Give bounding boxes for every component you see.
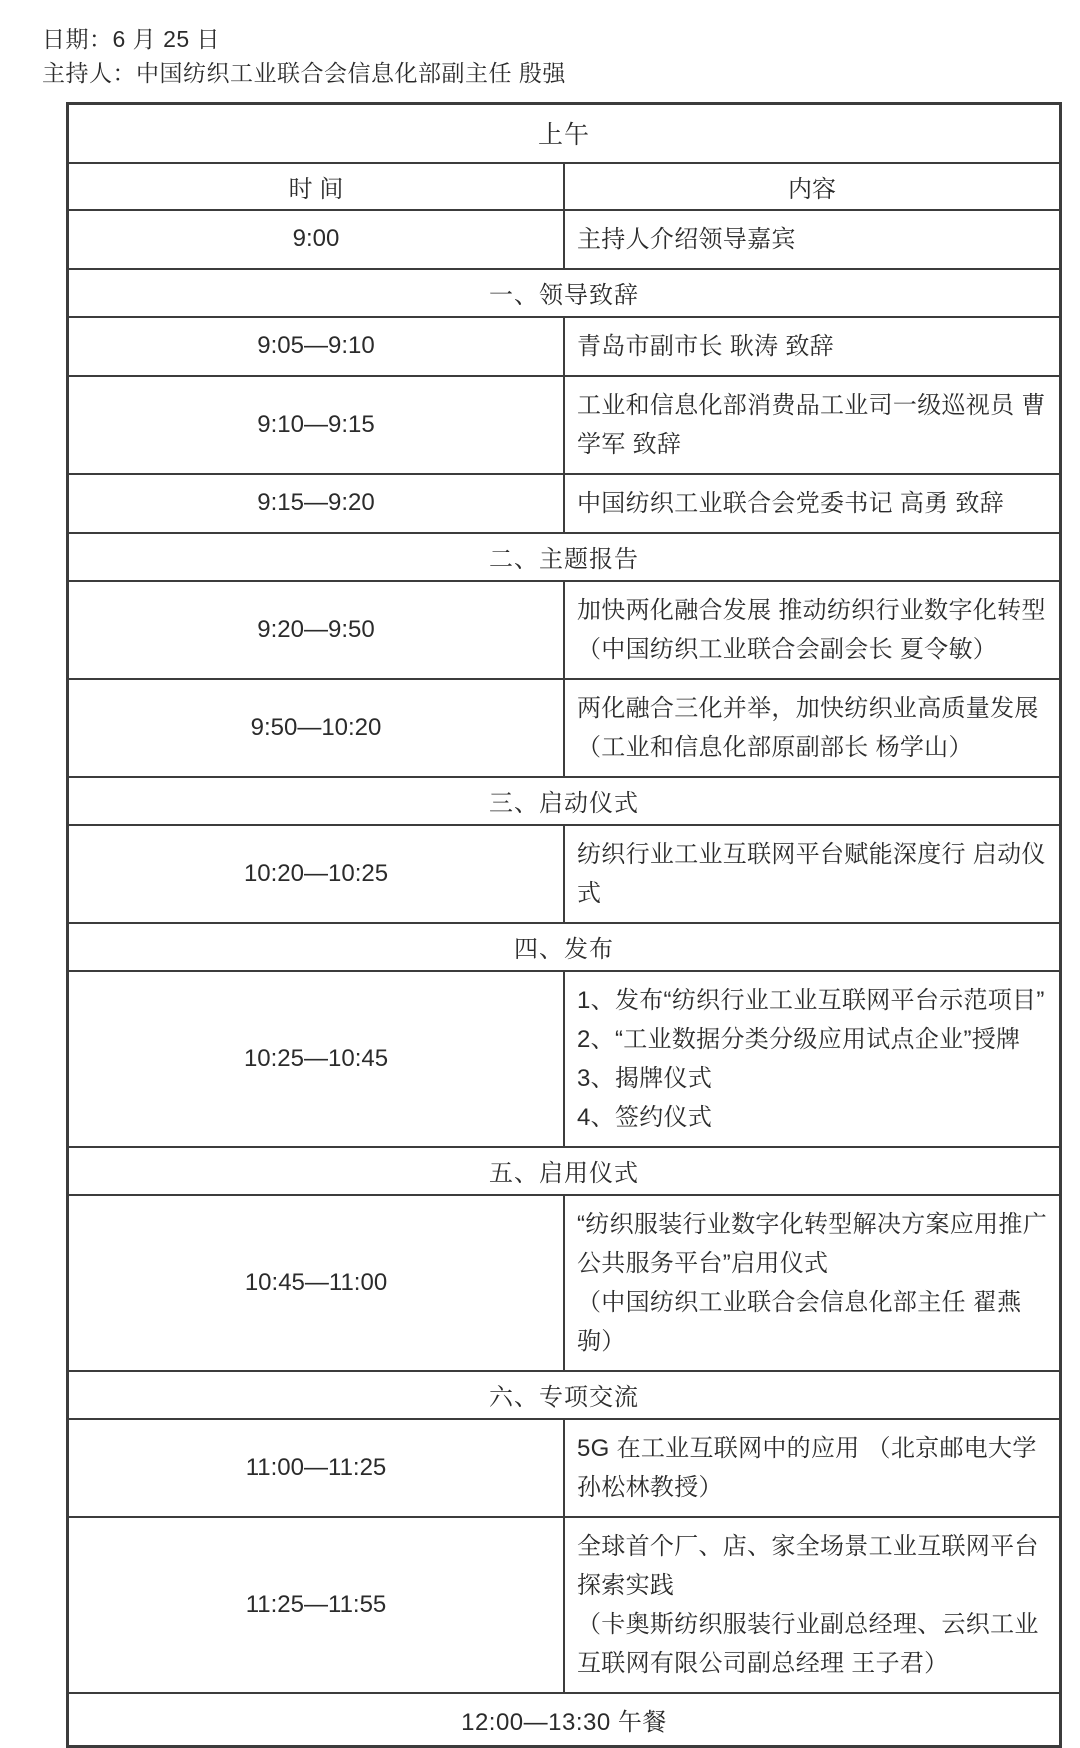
content-line: 3、揭牌仪式: [577, 1064, 713, 1092]
section-row: [68, 777, 1061, 825]
content-cell: [564, 825, 1061, 923]
time-cell: 9:20—9:50: [68, 581, 565, 679]
host-line: 主持人：中国纺织工业联合会信息化部副主任 殷强: [42, 60, 566, 86]
time-cell: 11:25—11:55: [68, 1517, 565, 1693]
content-line: （中国纺织工业联合会副会长 夏令敏）: [577, 635, 998, 663]
section-row: [68, 923, 1061, 971]
time-cell: 10:45—11:00: [68, 1195, 565, 1371]
content-line: 2、“工业数据分类分级应用试点企业”授牌: [577, 1025, 1021, 1053]
content-line: （中国纺织工业联合会信息化部主任 翟燕驹）: [577, 1288, 1022, 1355]
session-title-row: [68, 104, 1061, 163]
agenda-row: [68, 679, 1061, 777]
section-row: [68, 1147, 1061, 1195]
agenda-row: [68, 210, 1061, 269]
agenda-row: [68, 581, 1061, 679]
agenda-table-body: [68, 210, 1061, 1693]
content-line: 青岛市副市长 耿涛 致辞: [577, 332, 834, 360]
section-title: 三、启动仪式: [68, 777, 1061, 825]
time-cell: 9:15—9:20: [68, 474, 565, 533]
content-line: 1、发布“纺织行业工业互联网平台示范项目”: [577, 986, 1045, 1014]
time-cell: 10:25—10:45: [68, 971, 565, 1147]
section-title: 四、发布: [68, 923, 1061, 971]
time-cell: 9:10—9:15: [68, 376, 565, 474]
column-header-content: 内容: [564, 163, 1061, 210]
session-title: 上午: [68, 104, 1061, 163]
agenda-row: [68, 376, 1061, 474]
time-cell: 9:00: [68, 210, 565, 269]
content-line: 工业和信息化部消费品工业司一级巡视员 曹学军 致辞: [577, 391, 1046, 458]
agenda-row: [68, 1419, 1061, 1517]
agenda-row: [68, 474, 1061, 533]
time-cell: 9:50—10:20: [68, 679, 565, 777]
section-row: [68, 269, 1061, 317]
content-line: 纺织行业工业互联网平台赋能深度行 启动仪式: [577, 840, 1046, 907]
time-cell: 9:05—9:10: [68, 317, 565, 376]
agenda-row: [68, 971, 1061, 1147]
agenda-table-head: [68, 104, 1061, 210]
content-line: （工业和信息化部原副部长 杨学山）: [577, 733, 973, 761]
content-line: 中国纺织工业联合会党委书记 高勇 致辞: [577, 489, 1005, 517]
time-cell: 11:00—11:25: [68, 1419, 565, 1517]
content-cell: [564, 971, 1061, 1147]
content-cell: [564, 210, 1061, 269]
content-line: （卡奥斯纺织服装行业副总经理、云织工业互联网有限公司副总经理 王子君）: [577, 1610, 1039, 1677]
section-title: 一、领导致辞: [68, 269, 1061, 317]
content-cell: [564, 1517, 1061, 1693]
content-cell: [564, 679, 1061, 777]
time-cell: 10:20—10:25: [68, 825, 565, 923]
section-title: 二、主题报告: [68, 533, 1061, 581]
content-line: 加快两化融合发展 推动纺织行业数字化转型: [577, 596, 1046, 624]
lunch-label: 12:00—13:30 午餐: [68, 1693, 1061, 1747]
section-title: 五、启用仪式: [68, 1147, 1061, 1195]
section-row: [68, 1371, 1061, 1419]
agenda-meta: [42, 22, 1062, 90]
agenda-row: [68, 1517, 1061, 1693]
date-line: 日期：6 月 25 日: [42, 26, 221, 52]
agenda-table-foot: [68, 1693, 1061, 1747]
agenda-row: [68, 317, 1061, 376]
content-cell: [564, 376, 1061, 474]
agenda-row: [68, 825, 1061, 923]
agenda-table: [66, 102, 1062, 1748]
content-cell: [564, 581, 1061, 679]
agenda-row: [68, 1195, 1061, 1371]
content-line: 全球首个厂、店、家全场景工业互联网平台探索实践: [577, 1532, 1039, 1599]
section-row: [68, 533, 1061, 581]
content-line: “纺织服装行业数字化转型解决方案应用推广公共服务平台”启用仪式: [577, 1210, 1047, 1277]
content-line: 主持人介绍领导嘉宾: [577, 225, 796, 253]
column-header-row: [68, 163, 1061, 210]
lunch-row: [68, 1693, 1061, 1747]
content-cell: [564, 1419, 1061, 1517]
content-line: 两化融合三化并举，加快纺织业高质量发展: [577, 694, 1039, 722]
content-cell: [564, 317, 1061, 376]
content-line: 5G 在工业互联网中的应用 （北京邮电大学 孙松林教授）: [577, 1434, 1037, 1501]
content-cell: [564, 474, 1061, 533]
section-title: 六、专项交流: [68, 1371, 1061, 1419]
column-header-time: 时 间: [68, 163, 565, 210]
content-line: 4、签约仪式: [577, 1103, 713, 1131]
content-cell: [564, 1195, 1061, 1371]
